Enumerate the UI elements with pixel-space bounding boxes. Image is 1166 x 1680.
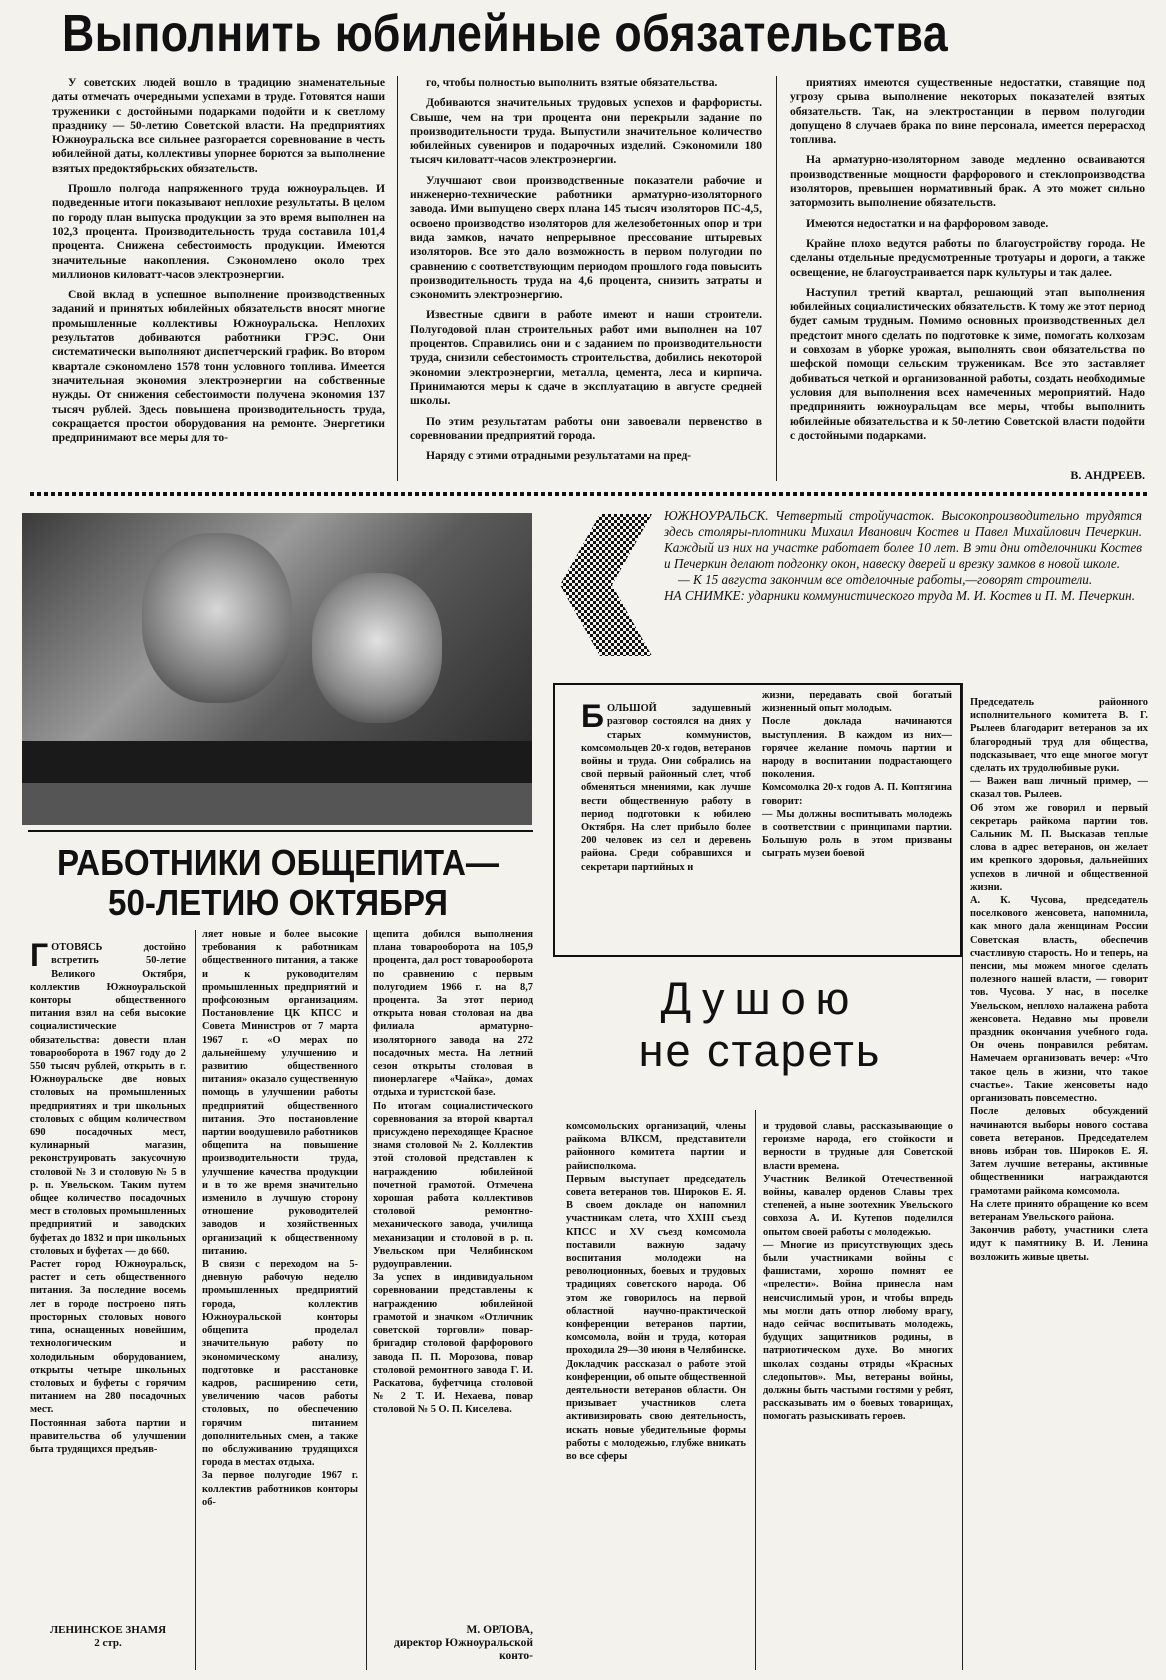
signature-role: директор Южноуральской конто- bbox=[394, 1637, 533, 1662]
paragraph: Свой вклад в успешное выполнение производственных заданий и принятых юбилейных обязательств вносят многие промышленные коллективы Южноуральска. Неплохих результатов добиваются работники ГРЭС. Они систематически выполняют диспетчерский график. Во втором квартале сэкономлено 1578 тонн условного топлива. Имеется значительная экономия электроэнергии на собственные нужды. От снижения себестоимости получена экономия 137 тысяч рублей. Здесь повышена производительность труда, сокращается простои оборудования на ремонте. Энергетики предпринимают все меры для то- bbox=[52, 288, 385, 445]
column-divider bbox=[962, 683, 963, 1670]
column-divider bbox=[755, 1110, 756, 1670]
paragraph: На арматурно-изоляторном заводе медленно осваиваются производственные мощности фарфорового и стеклопроизводства изоляторов, превышен нормативный брак. А это может сильно затормозить выполнение обязательств. bbox=[790, 153, 1145, 210]
top-article-col2 bbox=[410, 76, 762, 486]
newspaper-footer bbox=[30, 1624, 186, 1650]
paragraph: Имеются недостатки и на фарфоровом заводе. bbox=[806, 216, 1049, 230]
page-banner-headline: Выполнить юбилейные обязательства bbox=[62, 5, 949, 63]
paragraph: Известные сдвиги в работе имеют и наши строители. Полугодовой план строительных работ ими выполнен на 107 процентов. Справились они и с заданием по производительности труда, снизили себестоимость строительства, добились некоторой экономии электроэнергии, металла, цемента, леса и кирпича. Принимаются меры к сдаче в эксплуатацию в августе средней школы. bbox=[410, 308, 762, 408]
signature-name: М. ОРЛОВА, bbox=[466, 1624, 533, 1636]
article3-col1: комсомольских организаций, члены райкома ВЛКСМ, представители районного комитета партии и райисполкома. Первым выступает председатель совета ветеранов тов. Широков Е. Я. В своем докладе он напомнил участникам слета, что XXIII съезд КПСС и XV съезд комсомола поставили важную задачу воспитания молодежи на революционных, боевых и трудовых традициях советского народа. Об этом же говорилось на первой областной научно-практической конференции ветеранов партии, комсомола, войн и труда, которая проходила 29—30 июня в Челябинске. Докладчик рассказал о работе этой конференции, об опыте общественной деятельности ветеранов области. Он призывает участников слета активизировать свою деятельность, искать новые убедительные формы работы с молодежью, глубже вникать во все сферы bbox=[566, 1121, 746, 1463]
paragraph: Добиваются значительных трудовых успехов и фарфористы. Свыше, чем на три процента они перекрыли задание по производительности труда. Выпустили значительное количество юбилейных сувениров и подарочных изделий. Сэкономили 180 тысяч киловатт-часов электроэнергии. bbox=[410, 96, 762, 167]
page-number: 2 стр. bbox=[94, 1637, 122, 1649]
column-divider bbox=[366, 930, 367, 1670]
caption-paragraph: ЮЖНОУРАЛЬСК. Четвертый стройучасток. Высокопроизводительно трудятся здесь столяры-плотники Михаил Иванович Костев и Павел Михайлович Печеркин. Каждый из них на участке работает более 10 лет. В эти дни отделочники Костев и Печеркин делают подгонку окон, навеску дверей и врезку замков в новой школе. bbox=[664, 508, 1142, 571]
article3-box-col2: жизни, передавать свой богатый жизненный опыт молодым. После доклада начинаются выступления. В каждом из них—горячее желание помочь партии и народу в воспитании подрастающего поколения. Комсомолка 20-х годов А. П. Коптягина говорит: — Мы должны воспитывать молодежь в соответствии с принципами партии. Большую роль в этом призваны сыграть музеи боевой bbox=[762, 690, 952, 860]
paragraph: Улучшают свои производственные показатели рабочие и инженерно-технические работники арматурно-изоляторного завода. Ими выпущено сверх плана 145 тысяч изоляторов ПС-4,5, освоено производство изоляторов для железобетонных опор и три вида замков, начато непрерывное прессование штыревых изоляторов. Все это дало возможность в первом полугодии по сравнению с соответствующим периодом прошлого года повысить производительность труда на 4,6 процента, снизить затраты и сэкономить электроэнергию. bbox=[410, 173, 762, 302]
paragraph: го, чтобы полностью выполнить взятые обязательства. bbox=[426, 76, 718, 89]
paragraph: Прошло полгода напряженного труда южноуральцев. И подведенные итоги показывают неплохие результаты. В целом по городу план выпуска продукции за это время выполнен на 102,3 процента. Производительность труда составила 101,4 процента. Снижена себестоимость продукции. Имеются значительные накопления. Сэкономлено около трех миллионов киловатт-часов электроэнергии. bbox=[52, 182, 385, 281]
caption-paragraph: НА СНИМКЕ: ударники коммунистического труда М. И. Костев и П. М. Печеркин. bbox=[664, 588, 1135, 603]
article3-box-col1 bbox=[581, 689, 751, 951]
article3-col3: Председатель районного исполнительного комитета В. Г. Рылеев благодарит ветеранов за их благородный труд для общества, подсказывает, что еще многое могут сделать их трудолюбивые руки. — Важен ваш личный пример, — сказал тов. Рылеев. Об этом же говорил и первый секретарь райкома партии тов. Сальник М. П. Высказав теплые слова в адрес ветеранов, он желает им крепкого здоровья, дальнейших успехов в личной и общественной жизни. А. К. Чусова, председатель поселкового женсовета, напомнила, как много дала женщинам России Советская власть, обеспечив счастливую старость. Но и теперь, на пенсии, мы можем многое сделать полезного нашей власти, — говорит тов. Чусова. У нас, в поселке Увельском, неплохо налажена работа женсовета. Недавно мы провели праздник окончания учебного года. Он очень понравился ребятам. Намечаем организовать вечер: «Что такое цель в жизни, что такое счастье». Такие женсоветы надо организовать повсеместно. После деловых обсуждений начинаются выборы нового состава совета ветеранов. Председателем вновь избран тов. Широков Е. Я. Затем лучшие ветераны, активные общественники награждаются грамотами райкома комсомола. На слете принято обращение ко всем ветеранам Увельского района. Закончив работу, участники слета идут к памятнику В. И. Ленина возложить живые цветы. bbox=[970, 697, 1148, 1263]
column-divider bbox=[397, 76, 398, 481]
top-article-col1 bbox=[52, 76, 385, 486]
headline-rule bbox=[28, 830, 533, 832]
paragraph: Наряду с этими отрадными результатами на пред- bbox=[426, 449, 692, 463]
workers-photo bbox=[22, 513, 532, 825]
article3-title-line2: не стареть bbox=[638, 1025, 882, 1076]
caption-paragraph: — К 15 августа закончим все отделочные работы,—говорят строители. bbox=[678, 572, 1093, 587]
paragraph: У советских людей вошло в традицию знаменательные даты отмечать очередными успехами в труде. Готовятся наши труженики с достойными подарками подойти и к светлому празднику — 50-летию Советской власти. На предприятиях Южноуральска все сильнее разгорается соревнование в честь юбилейной даты, коллективы упорнее борются за выполнение взятых предоктябрьских обязательств. bbox=[52, 76, 385, 175]
article3-title bbox=[590, 973, 930, 1077]
article3-intro-box bbox=[553, 683, 962, 957]
article2-col3: щепита добился выполнения плана товарооборота на 105,9 процента, дал рост товарооборота по сравнению с первым полугодием 1966 г. на 8,7 процента. За этот период открыта новая столовая на два филиала арматурно-изоляторного завода на 272 посадочных места. На летний сезон открыты столовая в пионерлагере «Чайка», домах отдыха и туристской базе. По итогам социалистического соревнования за второй квартал присуждено переходящее Красное знамя столовой № 2. Коллектив этой столовой представлен к награждению юбилейной почетной грамотой. Отмечена хорошая работа коллективов столовой ремонтно-механического завода, училища механизации и столовой в р. п. Увельском при Челябинском рудоуправлении. За успех в индивидуальном соревновании представлены к награждению юбилейной грамотой и значком «Отличник советской торговли» повар-бригадир столовой фарфорового завода П. П. Морозова, повар столовой ремонтного завода Г. И. Раскатова, буфетчица столовой № 2 Т. И. Нехаева, повар столовой № 5 О. П. Киселева. bbox=[373, 929, 533, 1416]
paragraph: По этим результатам работы они завоевали первенство в соревновании предприятий города. bbox=[410, 414, 762, 442]
article3-title-line1: Душою bbox=[660, 973, 860, 1024]
paragraph: Наступил третий квартал, решающий этап выполнения юбилейных социалистических обязательств. К тому же этот период будет самым трудным. Помимо основных производственных дел предстоит много сделать по подготовке к зиме, помогать колхозам и совхозам в уборке урожая, выполнять свои обязательства по шефской помощи сельским труженикам. Все это заставляет добиваться четкой и организованной работы, создать необходимые условия для выполнения всех намеченных мероприятий. Надо предприняить южноуральцам все меры, чтобы выполнить юбилейные обязательства и к 50-летию Советской власти подойти с достойными подарками. bbox=[790, 285, 1145, 442]
chevron-decoration-icon bbox=[560, 514, 652, 656]
top-article-signature: В. АНДРЕЕВ. bbox=[1070, 468, 1145, 482]
dropcap: Г bbox=[30, 937, 49, 974]
article2-headline bbox=[48, 843, 508, 923]
article2-col1 bbox=[30, 928, 186, 1608]
article3-box-col1-text: ОЛЬШОЙ задушевный разговор состоялся на днях у старых коммунистов, комсомольцев 20-х годов, ветеранов войны и труда. Они собрались на свой первый районный слет, чтоб обменяться мнениями, как лучше вести общественную работу в период подготовки к юбилею Октября. На слет прибыло более 200 человек из сел и деревень района. Среди собравшихся и секретари партийных и bbox=[581, 703, 751, 873]
photo-caption bbox=[664, 508, 1142, 604]
article3-col2: и трудовой славы, рассказывающие о героизме народа, его стойкости и верности в трудные для Советской власти времена. Участник Великой Отечественной войны, кавалер орденов Славы трех степеней, а ныне зоотехник Увельского совхоза А. И. Кутепов поделился опытом своей работы с молодежью. — Многие из присутствующих здесь были участниками войны с фашистами, хорошо помнят ее «прелести». Война принесла нам неисчислимый урон, и чтобы впредь мы могли дать отпор любому врагу, надо сейчас воспитывать молодежь, будущих защитников родины, в патриотическом духе. Во многих школах созданы отряды «Красных следопытов». Мы, ветераны войны, должны быть частыми гостями у ребят, рассказывать им о боевых товарищах, помогать разыскивать героев. bbox=[763, 1121, 953, 1423]
section-divider bbox=[30, 492, 1150, 496]
article2-col1-text: ОТОВЯСЬ достойно встретить 50-летие Великого Октября, коллектив Южноуральской конторы общественного питания взял на себя высокие социалистические обязательства: довести план товарооборота в 1967 году до 2 550 тысяч рублей, открыть в г. Южноуральске две новых столовых на промышленных предприятиях и три школьных столовых с общим количеством 690 посадочных мест, кулинарный магазин, реконструировать закусочную столовой № 3 и столовую № 5 в р. п. Увельском. Таким путем общее количество посадочных мест в столовых промышленных предприятий и заводских буфетах до 1832 и при школьных столовых и буфетах — до 660. Растет город Южноуральск, растет и сеть общественного питания. За последние восемь лет в городе построено пять просторных столовых нового типа, оснащенных новейшим, технологическим и холодильным оборудованием, открыты четыре школьных столовых и буфеты с горячим питанием на 280 посадочных мест. Постоянная забота партии и правительства об улучшении быта трудящихся предъяв- bbox=[30, 942, 186, 1455]
article2-col2: ляет новые и более высокие требования к работникам общественного питания, а также и к руководителям промышленных предприятий и профсоюзным организациям. Постановление ЦК КПСС и Совета Министров от 7 марта 1967 г. «О мерах по дальнейшему улучшению и развитию общественного питания» оказало существенную помощь в улучшении работы предприятий общественного питания. Это постановление партии воодушевило работников общепита на повышение производительности труда, улучшение качества продукции и в то же время значительно изменило в лучшую сторону отношение руководителей заводов и хозяйственных организаций к общественному питанию. В связи с переходом на 5-дневную рабочую неделю промышленных предприятий города, коллектив Южноуральской конторы общепита проделал значительную работу по экономическому анализу, подготовке и расстановке кадров, расширению сети, увеличению часов работы столовых, по обеспечению горячим питанием дополнительных смен, а также по обслуживанию трудящихся города в местах отдыха. За первое полугодие 1967 г. коллектив работников конторы об- bbox=[202, 929, 358, 1508]
article2-headline-line2: 50-ЛЕТИЮ ОКТЯБРЯ bbox=[108, 882, 448, 923]
article2-signature bbox=[373, 1624, 533, 1663]
column-divider bbox=[776, 76, 777, 481]
article2-headline-line1: РАБОТНИКИ ОБЩЕПИТА— bbox=[56, 842, 500, 883]
dropcap: Б bbox=[581, 698, 604, 735]
paragraph: Крайне плохо ведутся работы по благоустройству города. Не сделаны отдельные предусмотренные тротуары и дороги, а также освещение, не благоустраивается парк культуры и так далее. bbox=[790, 236, 1145, 279]
paragraph: приятиях имеются существенные недостатки, ставящие под угрозу срыва выполнение некоторых показателей взятых обязательств. Так, на электростанции в первом полугодии допущено 8 случаев брака по вине персонала, имеется перерасход топлива. bbox=[790, 76, 1145, 147]
column-divider bbox=[195, 930, 196, 1670]
newspaper-name: ЛЕНИНСКОЕ ЗНАМЯ bbox=[49, 1624, 167, 1636]
top-article-col3 bbox=[790, 76, 1145, 468]
